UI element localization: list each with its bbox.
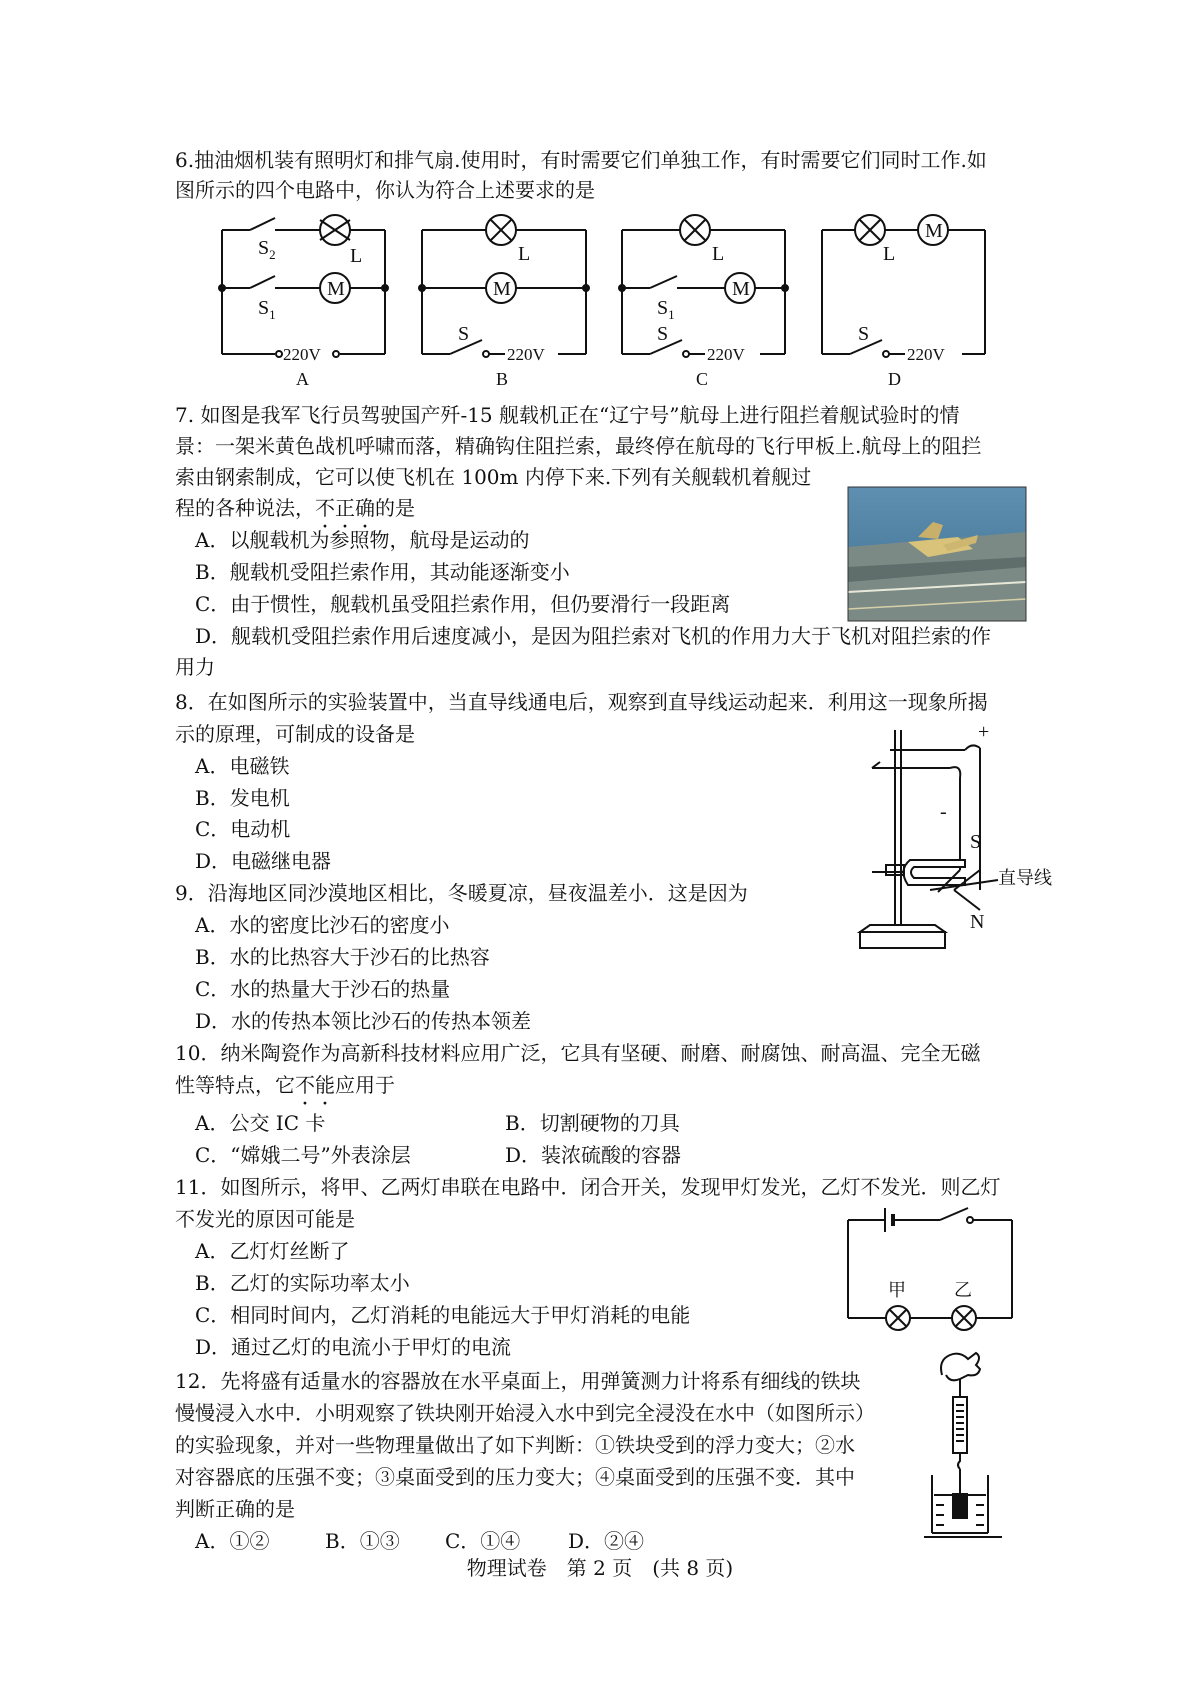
circuit-c-s-label: S <box>657 323 669 345</box>
q8-line2: 示的原理，可制成的设备是 <box>175 722 415 746</box>
q9-line1: 9．沿海地区同沙漠地区相比，冬暖夏凉，昼夜温差小．这是因为 <box>175 881 748 905</box>
q7-line3: 索由钢索制成，它可以使飞机在 100m 内停下来.下列有关舰载机着舰过 <box>175 465 812 489</box>
q9-option-a: A．水的密度比沙石的密度小 <box>195 913 450 937</box>
circuit-a-s1-label: $S_1$ <box>258 297 276 322</box>
q10-option-c: C．“嫦娥二号”外表涂层 <box>195 1143 411 1167</box>
q12-option-b: B．①③ <box>325 1529 400 1553</box>
motor-experiment-figure <box>850 720 1052 965</box>
q7-option-d-cont: 用力 <box>175 655 215 679</box>
circuit-b-l-label: L <box>518 243 531 265</box>
q7-option-d: D．舰载机受阻拦索作用后速度减小，是因为阻拦索对飞机的作用力大于飞机对阻拦索的作 <box>195 624 992 648</box>
circuit-d-s-label: S <box>858 323 870 345</box>
lamp-yi-label: 乙 <box>954 1280 972 1300</box>
circuit-a-l-label: L <box>350 245 363 267</box>
spring-scale-figure <box>920 1345 1010 1545</box>
circuit-b-s-label: S <box>458 323 470 345</box>
q7-option-c: C．由于惯性，舰载机虽受阻拦索作用，但仍要滑行一段距离 <box>195 592 731 616</box>
q10-option-a: A．公交 IC 卡 <box>195 1111 326 1135</box>
q7-line4: 程的各种说法，不正确的是 <box>175 496 415 520</box>
series-lamps-circuit <box>840 1200 1020 1340</box>
q11-option-b: B．乙灯的实际功率太小 <box>195 1271 410 1295</box>
q11-option-a: A．乙灯灯丝断了 <box>195 1239 350 1263</box>
circuit-c-s1-label: $S_1$ <box>657 297 675 322</box>
circuit-c-l-label: L <box>712 243 725 265</box>
circuit-c-option: C <box>696 369 709 389</box>
fig8-s-label: S <box>970 831 982 853</box>
q7-line1: 7. 如图是我军飞行员驾驶国产歼-15 舰载机正在“辽宁号”航母上进行阻拦着舰试验时的情 <box>175 403 960 427</box>
fig8-plus-label: + <box>978 721 990 743</box>
q6-line1: 6.抽油烟机装有照明灯和排气扇.使用时，有时需要它们单独工作，有时需要它们同时工作.如 <box>175 148 987 172</box>
q10-option-d: D．装浓硫酸的容器 <box>505 1143 682 1167</box>
circuit-d-option: D <box>888 369 901 389</box>
circuit-d <box>822 215 985 357</box>
aircraft-carrier-photo <box>848 487 1026 621</box>
q12-line3: 的实验现象，并对一些物理量做出了如下判断：①铁块受到的浮力变大；②水 <box>175 1433 855 1457</box>
q7-option-a: A．以舰载机为参照物，航母是运动的 <box>195 528 530 552</box>
q12-option-c: C．①④ <box>445 1529 521 1553</box>
circuit-a-option: A <box>296 369 309 389</box>
q12-line1: 12．先将盛有适量水的容器放在水平桌面上，用弹簧测力计将系有细线的铁块 <box>175 1369 861 1393</box>
circuit-a <box>222 215 385 357</box>
circuit-a-m-label: M <box>327 278 345 300</box>
q9-option-d: D．水的传热本领比沙石的传热本领差 <box>195 1009 532 1033</box>
lamp-jia-label: 甲 <box>888 1280 906 1300</box>
q8-option-a: A．电磁铁 <box>195 754 290 778</box>
circuit-a-voltage: 220V <box>283 345 321 364</box>
q12-option-a: A．①② <box>195 1529 270 1553</box>
q7-line2: 景：一架米黄色战机呼啸而落，精确钩住阻拦索，最终停在航母的飞行甲板上.航母上的阻拦 <box>175 434 982 458</box>
q11-option-c: C．相同时间内，乙灯消耗的电能远大于甲灯消耗的电能 <box>195 1303 691 1327</box>
circuit-c-m-label: M <box>732 278 750 300</box>
q8-line1: 8．在如图所示的实验装置中，当直导线通电后，观察到直导线运动起来．利用这一现象所揭 <box>175 690 988 714</box>
q10-option-b: B．切割硬物的刀具 <box>505 1111 680 1135</box>
q11-line1: 11．如图所示，将甲、乙两灯串联在电路中．闭合开关，发现甲灯发光，乙灯不发光．则乙灯 <box>175 1175 1001 1199</box>
q10-line2: 性等特点，它不能应用于 <box>175 1073 395 1097</box>
q11-option-d: D．通过乙灯的电流小于甲灯的电流 <box>195 1335 512 1359</box>
circuit-d-voltage: 220V <box>907 345 945 364</box>
q8-option-c: C．电动机 <box>195 817 291 841</box>
q6-circuit-diagrams <box>0 0 1200 400</box>
q8-option-b: B．发电机 <box>195 786 290 810</box>
q12-line4: 对容器底的压强不变；③桌面受到的压力变大；④桌面受到的压强不变．其中 <box>175 1465 855 1489</box>
fig8-wire-label: 直导线 <box>998 868 1052 888</box>
q9-option-b: B．水的比热容大于沙石的比热容 <box>195 945 490 969</box>
circuit-b-voltage: 220V <box>507 345 545 364</box>
circuit-c-voltage: 220V <box>707 345 745 364</box>
fig8-n-label: N <box>970 911 985 933</box>
q10-line1: 10．纳米陶瓷作为高新科技材料应用广泛，它具有坚硬、耐磨、耐腐蚀、耐高温、完全无磁 <box>175 1041 981 1065</box>
fig8-minus-label: - <box>940 801 947 823</box>
circuit-b-m-label: M <box>493 278 511 300</box>
q9-option-c: C．水的热量大于沙石的热量 <box>195 977 451 1001</box>
q12-option-d: D．②④ <box>568 1529 645 1553</box>
circuit-a-s2-label: $S_2$ <box>258 237 276 262</box>
q11-line2: 不发光的原因可能是 <box>175 1207 355 1231</box>
q12-line2: 慢慢浸入水中．小明观察了铁块刚开始浸入水中到完全浸没在水中（如图所示） <box>175 1401 875 1425</box>
q8-option-d: D．电磁继电器 <box>195 849 332 873</box>
q6-line2: 图所示的四个电路中，你认为符合上述要求的是 <box>175 178 595 202</box>
q7-option-b: B．舰载机受阻拦索作用，其动能逐渐变小 <box>195 560 570 584</box>
circuit-c <box>622 215 785 357</box>
page-footer: 物理试卷 第 2 页 (共 8 页) <box>466 1556 734 1580</box>
circuit-b-option: B <box>496 369 509 389</box>
q12-line5: 判断正确的是 <box>175 1497 295 1521</box>
circuit-d-m-label: M <box>925 220 943 242</box>
circuit-d-l-label: L <box>883 243 896 265</box>
